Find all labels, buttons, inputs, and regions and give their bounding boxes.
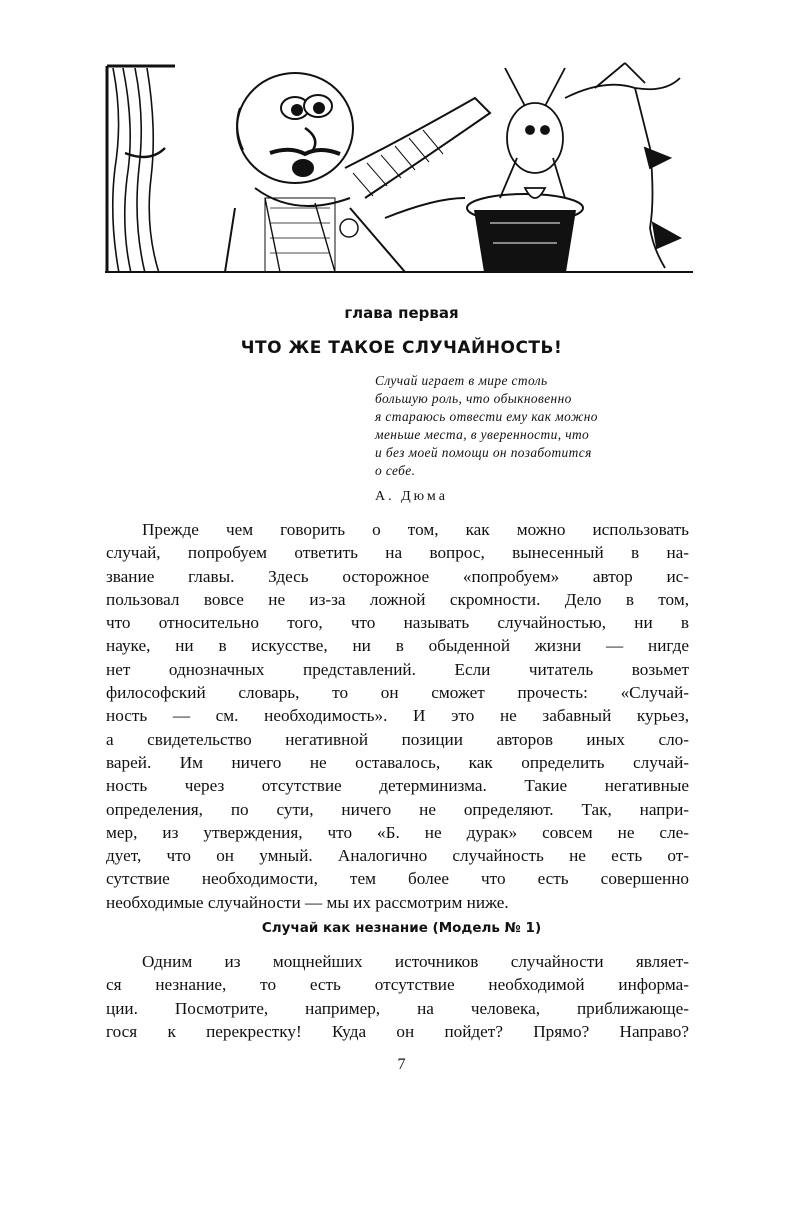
text-line: мер, из утверждения, что «Б. не дурак» совсем не сле-	[106, 822, 689, 842]
text-line: ции. Посмотрите, например, на человека, приближающе-	[106, 998, 689, 1018]
curtain	[107, 66, 175, 273]
epigraph-line: Случай играет в мире столь	[375, 373, 548, 388]
creature	[500, 68, 565, 198]
page-number: 7	[397, 1056, 406, 1073]
text-line: нет однозначных представлений. Если читатель возьмет	[106, 659, 689, 679]
text-line: звание главы. Здесь осторожное «попробуем» автор ис-	[106, 566, 689, 586]
chapter-label: глава первая	[344, 304, 459, 322]
ribbon	[565, 63, 680, 268]
section-heading: Случай как незнание (Модель № 1)	[261, 920, 542, 936]
text-line: а свидетельство негативной позиции авторов иных сло-	[106, 729, 689, 749]
text-line: сутствие необходимости, тем более что есть совершенно	[106, 869, 689, 889]
text-line: ность — см. необходимость». И это не забавный курьез,	[106, 706, 689, 726]
text-line: случай, попробуем ответить на вопрос, вынесенный в на-	[106, 543, 689, 563]
top-hat	[467, 194, 583, 272]
text-line: ся незнание, то есть отсутствие необходимой информа-	[106, 975, 689, 995]
epigraph-line: меньше места, в уверенности, что	[375, 427, 590, 442]
epigraph-line: о себе.	[375, 463, 416, 478]
text-line: философский словарь, то он сможет прочесть: «Случай-	[106, 683, 689, 703]
chapter-title: ЧТО ЖЕ ТАКОЕ СЛУЧАЙНОСТЬ!	[240, 338, 563, 358]
paragraph-2	[106, 950, 689, 1043]
text-line: необходимые случайности — мы их рассмотрим ниже.	[106, 892, 509, 912]
text-line: варей. Им ничего не оставалось, как определить случай-	[106, 752, 689, 772]
text-line: что относительно того, что называть случайностью, ни в	[106, 613, 689, 633]
paragraph-1	[106, 518, 689, 914]
text-line: пользовал вовсе не из-за ложной скромности. Дело в том,	[106, 589, 689, 609]
epigraph	[375, 372, 697, 505]
text-line: Прежде чем говорить о том, как можно использовать	[142, 520, 689, 539]
magician-drawing	[105, 58, 693, 280]
epigraph-author: А. Дюма	[375, 489, 448, 504]
text-line: Одним из мощнейших источников случайности являет-	[142, 952, 689, 971]
text-line: ность через отсутствие детерминизма. Такие негативные	[106, 776, 689, 796]
text-line: науке, ни в искусстве, ни в обыденной жизни — нигде	[106, 636, 689, 656]
text-line: гося к перекрестку! Куда он пойдет? Прямо? Направо?	[106, 1021, 689, 1041]
text-line: определения, по сути, ничего не определяют. Так, напри-	[106, 799, 689, 819]
epigraph-line: большую роль, что обыкновенно	[375, 391, 572, 406]
epigraph-line: я стараюсь отвести ему как можно	[375, 409, 598, 424]
magician	[225, 73, 490, 272]
chapter-illustration	[105, 58, 693, 280]
text-line: дует, что он умный. Аналогично случайность не есть от-	[106, 846, 689, 866]
epigraph-line: и без моей помощи он позаботится	[375, 445, 592, 460]
